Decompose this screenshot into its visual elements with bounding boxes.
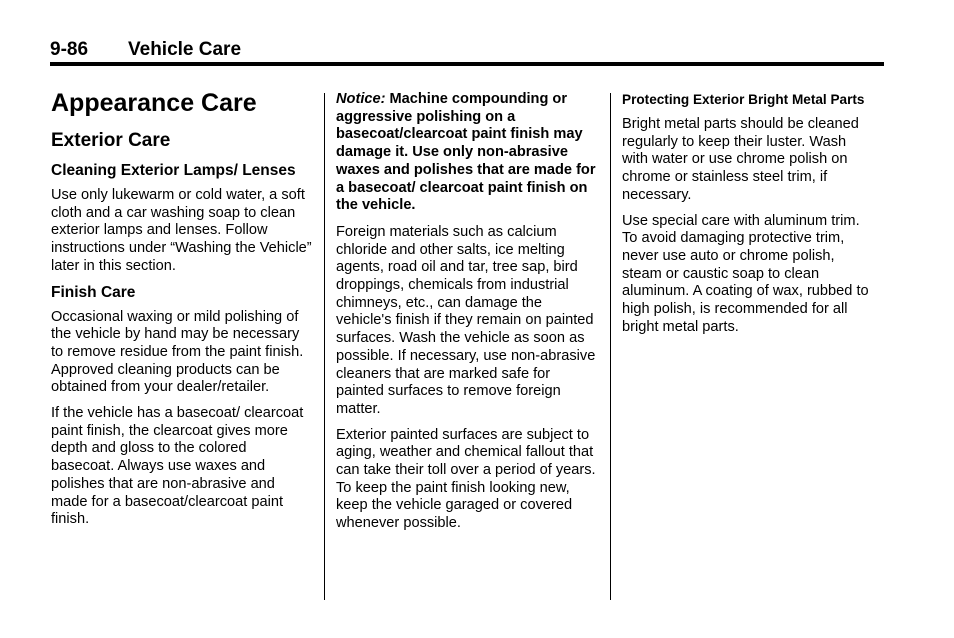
finish-heading: Finish Care — [51, 283, 136, 301]
page-number: 9-86 — [50, 39, 89, 60]
bright-metal-paragraph-1: Bright metal parts should be cleaned regularly to keep their luster. Wash with water or use chrome polish on chrome or stainless steel trim, if necessary. — [622, 116, 859, 203]
finish-paragraph-1: Occasional waxing or mild polishing of the vehicle by hand may be necessary to remove residue from the paint finish. Approved cleaning products can be obtained from your dealer/retailer. — [51, 308, 304, 396]
header-rule — [50, 62, 884, 66]
column-divider — [610, 93, 611, 600]
lamps-paragraph: Use only lukewarm or cold water, a soft cloth and a car washing soap to clean exterior lamps and lenses. Follow instructions under “Washing the Vehicle” later in this section. — [51, 187, 312, 274]
notice-block — [336, 91, 598, 215]
bright-metal-heading: Protecting Exterior Bright Metal Parts — [622, 92, 865, 107]
bright-metal-paragraph-2: Use special care with aluminum trim. To avoid damaging protective trim, never use auto or chrome polish, steam or caustic soap to clean aluminum. A coating of wax, rubbed to high polish, is recommended for all bright metal parts. — [622, 212, 869, 335]
foreign-materials-paragraph: Foreign materials such as calcium chloride and other salts, ice melting agents, road oil and tar, tree sap, bird droppings, chemicals from industrial chimneys, etc., can damage the vehicle's finish if they remain on painted surfaces. Wash the vehicle as soon as possible. If necessary, use non-abrasive cleaners that are marked safe for painted surfaces to remove foreign matter. — [336, 223, 596, 417]
column-middle — [336, 91, 598, 541]
notice-label: Notice: — [336, 91, 386, 107]
column-left — [51, 88, 313, 537]
painted-surfaces-paragraph: Exterior painted surfaces are subject to aging, weather and chemical fallout that can take their toll over a period of years. To keep the paint finish looking new, keep the vehicle garaged or covered whenever possible. — [336, 426, 596, 532]
page-title: Appearance Care — [51, 89, 257, 117]
notice-text: Machine compounding or aggressive polishing on a basecoat/clearcoat paint finish may damage it. Use only non-abrasive waxes and polishes that are made for a basecoat/ clearcoat paint finish on the vehicle. — [336, 91, 596, 214]
column-divider — [324, 93, 325, 600]
finish-paragraph-2: If the vehicle has a basecoat/ clearcoat paint finish, the clearcoat gives more depth and gloss to the colored basecoat. Always use waxes and polishes that are non-abrasive and made for a basecoat/clearcoat paint finish. — [51, 405, 304, 528]
lamps-heading: Cleaning Exterior Lamps/ Lenses — [51, 162, 296, 179]
section-heading: Exterior Care — [51, 130, 171, 151]
column-right — [622, 92, 874, 344]
section-title: Vehicle Care — [128, 39, 242, 60]
